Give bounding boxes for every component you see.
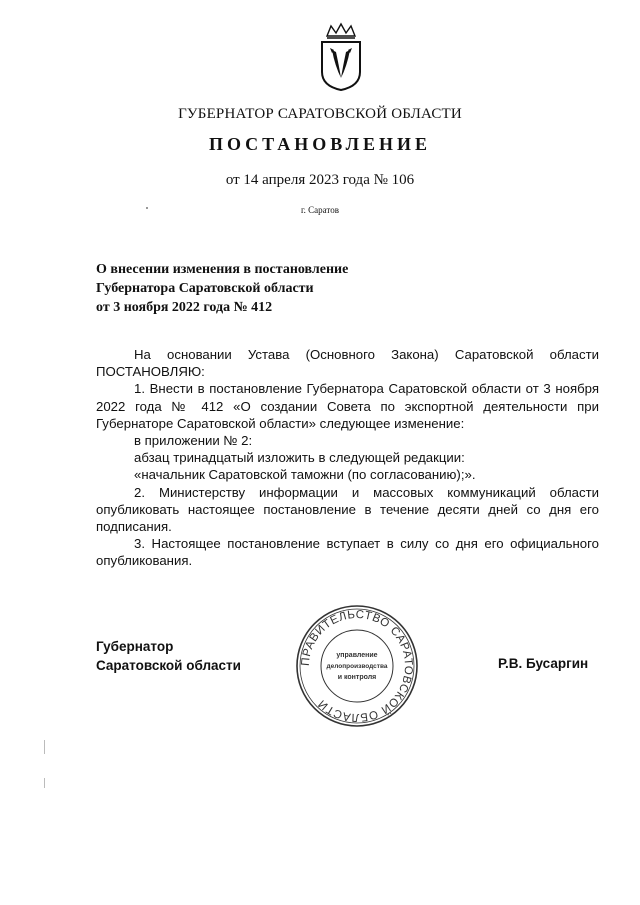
stamp-center-line-2: делопроизводства [326,663,388,670]
stamp-center-line-3: и контроля [337,674,377,681]
official-stamp [295,604,419,728]
document-date-number: от 14 апреля 2023 года № 106 [225,172,415,188]
subject-line-2: Губернатора Саратовской области [96,281,314,296]
document-city: г. Саратов [301,205,339,215]
body-paragraph-edit-instruction: абзац тринадцатый изложить в следующей редакции: [134,450,465,466]
body-paragraph-basis: На основании Устава (Основного Закона) Саратовской области ПОСТАНОВЛЯЮ: [96,347,599,380]
signatory-position [96,637,241,675]
saratov-coat-of-arms-icon [318,22,364,92]
stamp-ring-textpath: ПРАВИТЕЛЬСТВО САРАТОВСКОЙ ОБЛАСТИ [299,608,415,724]
body-paragraph-new-text: «начальник Саратовской таможни (по согласованию);». [134,467,476,483]
stamp-center-line-1: управление [336,652,378,659]
signatory-position-line-1: Губернатор [96,639,174,654]
subject-line-1: О внесении изменения в постановление [96,262,349,277]
signatory-position-line-2: Саратовской области [96,658,241,673]
scan-mark [44,740,45,754]
scan-mark [44,778,45,788]
body-paragraph-item-1: 1. Внести в постановление Губернатора Саратовской области от 3 ноября 2022 года № 412 «О создании Совета по экспортной деятельности при Губернаторе Саратовской области» следующее изменение: [96,381,599,431]
scan-mark [146,207,148,209]
body-paragraph-appendix: в приложении № 2: [134,433,253,449]
issuing-authority: ГУБЕРНАТОР САРАТОВСКОЙ ОБЛАСТИ [178,106,462,122]
document-body [96,346,599,570]
document-type: ПОСТАНОВЛЕНИЕ [208,134,432,154]
subject-line-3: от 3 ноября 2022 года № 412 [96,300,273,315]
document-subject [96,260,426,317]
body-paragraph-item-2: 2. Министерству информации и массовых коммуникаций области опубликовать настоящее постановление в течение десяти дней со дня его подписания. [96,484,599,535]
signatory-name: Р.В. Бусаргин [498,656,589,671]
body-paragraph-item-3: 3. Настоящее постановление вступает в силу со дня его официального опубликования. [96,536,599,569]
